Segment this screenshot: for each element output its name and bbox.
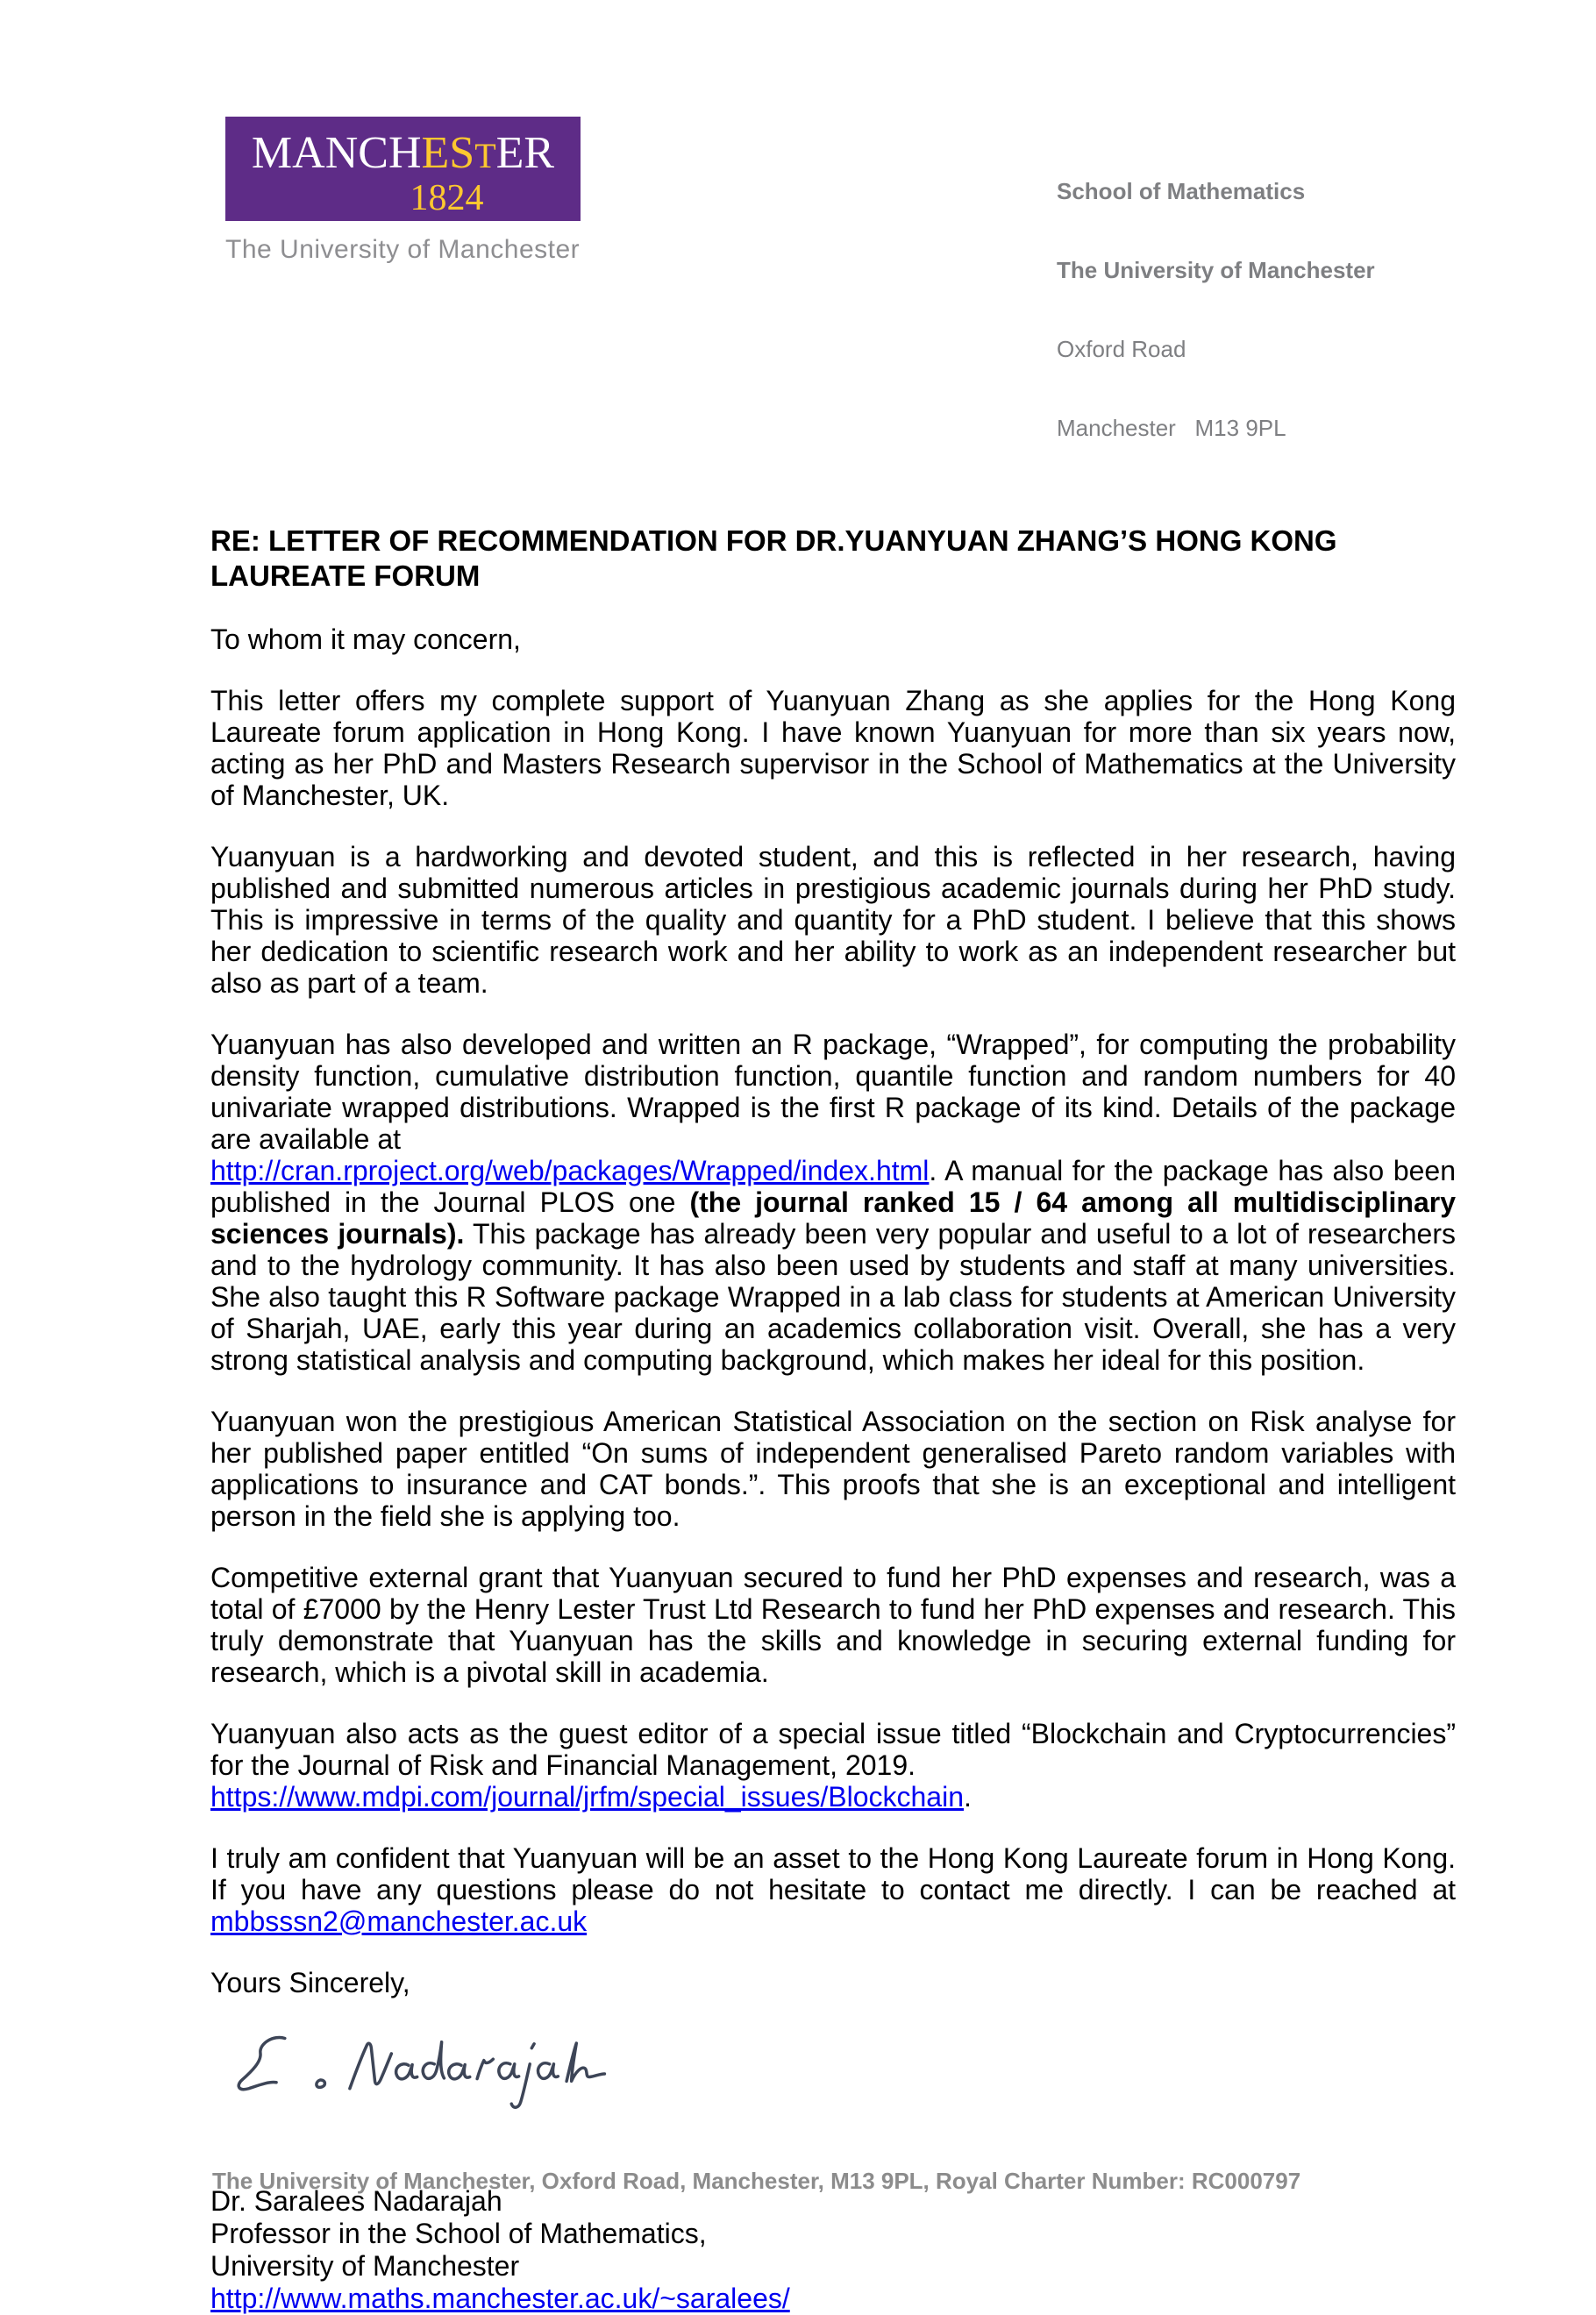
paragraph-text: I truly am confident that Yuanyuan will be an asset to the Hong Kong Laureate forum in Hong Kong. If you have any questions please do not hesitate to contact me directly. I can be reached at bbox=[210, 1842, 1456, 1905]
bold-text: (the journal ranked 15 / 64 among all multidisciplinary sciences journals). bbox=[210, 1186, 1457, 1250]
logo-year: 1824 bbox=[410, 178, 484, 218]
hyperlink[interactable]: mbbsssn2@manchester.ac.uk bbox=[210, 1905, 588, 1937]
letter-body bbox=[210, 0, 1456, 2315]
hyperlink[interactable]: https://www.mdpi.com/journal/jrfm/special_issues/Blockchain bbox=[210, 1781, 964, 1813]
address-city-postcode: Manchester M13 9PL bbox=[1057, 415, 1286, 441]
body-paragraph-7 bbox=[210, 1842, 1456, 1937]
sign-off: Yours Sincerely, bbox=[210, 1967, 410, 1998]
paragraph-text: Competitive external grant that Yuanyuan secured to fund her PhD expenses and research, was a total of £7000 by the Henry Lester Trust Ltd Research to fund her PhD expenses and research. This truly demonstrate that Yuanyuan has the skills and knowledge in securing external funding for research, which is a pivotal skill in academia. bbox=[210, 1562, 1456, 1688]
university-logo-block bbox=[225, 117, 581, 265]
body-paragraph-1 bbox=[210, 685, 1456, 811]
logo-tagline: The University of Manchester bbox=[225, 235, 581, 264]
personal-website-link[interactable]: http://www.maths.manchester.ac.uk/~saralees/ bbox=[210, 2283, 790, 2314]
signatory-name: Dr. Saralees Nadarajah bbox=[210, 2185, 502, 2217]
closing-block bbox=[210, 2185, 1456, 2315]
paragraph-text: Yuanyuan has also developed and written an R package, “Wrapped”, for computing the probability density function, cumulative distribution function, quantile function and random numbers for 40 univariate wrapped distributions. Wrapped is the first R package of its kind. Details of the package are available at bbox=[210, 1029, 1456, 1155]
address-university: The University of Manchester bbox=[1057, 257, 1375, 283]
address-street: Oxford Road bbox=[1057, 336, 1186, 362]
paragraph-text: . A manual for the package has also been published in the Journal PLOS one bbox=[210, 1155, 1456, 1218]
body-paragraph-5 bbox=[210, 1562, 1456, 1688]
body-paragraph-2 bbox=[210, 841, 1456, 999]
salutation: To whom it may concern, bbox=[210, 623, 521, 655]
university-logo bbox=[225, 117, 581, 221]
signatory-title: Professor in the School of Mathematics, bbox=[210, 2218, 707, 2249]
address-block bbox=[1057, 117, 1456, 494]
wordmark-t: T bbox=[474, 136, 496, 175]
subject-line: RE: LETTER OF RECOMMENDATION FOR DR.YUANYUAN ZHANG’S HONG KONG LAUREATE FORUM bbox=[210, 524, 1337, 592]
logo-wordmark bbox=[225, 128, 581, 179]
body-paragraph-3 bbox=[210, 1029, 1456, 1376]
wordmark-prefix: MANCH bbox=[251, 128, 422, 178]
paragraph-text: Yuanyuan is a hardworking and devoted student, and this is reflected in her research, having published and submitted numerous articles in prestigious academic journals during her PhD study. This is impressive in terms of the quality and quantity for a PhD student. I believe that this shows her dedication to scientific research work and her ability to work as an independent researcher but also as part of a team. bbox=[210, 841, 1456, 999]
paragraph-text: Yuanyuan also acts as the guest editor of a special issue titled “Blockchain and Cryptocurrencies” for the Journal of Risk and Financial Management, 2019. bbox=[210, 1718, 1456, 1781]
body-paragraph-6 bbox=[210, 1718, 1456, 1813]
signatory-affiliation: University of Manchester bbox=[210, 2250, 520, 2282]
wordmark-est: ES bbox=[421, 128, 475, 178]
address-school: School of Mathematics bbox=[1057, 178, 1306, 204]
paragraph-text: . bbox=[964, 1781, 972, 1813]
handwritten-signature bbox=[224, 2025, 609, 2117]
body-paragraph-4 bbox=[210, 1406, 1456, 1532]
footer-address: The University of Manchester, Oxford Road, Manchester, M13 9PL, Royal Charter Number: RC000797 bbox=[212, 2168, 1301, 2194]
paragraph-text: This letter offers my complete support of Yuanyuan Zhang as she applies for the Hong Kong Laureate forum application in Hong Kong. I have known Yuanyuan for more than six years now, acting as her PhD and Masters Research supervisor in the School of Mathematics at the University of Manchester, UK. bbox=[210, 685, 1456, 811]
wordmark-suffix: ER bbox=[495, 128, 555, 178]
hyperlink[interactable]: http://cran.rproject.org/web/packages/Wrapped/index.html bbox=[210, 1155, 930, 1186]
paragraph-text: This package has already been very popular and useful to a lot of researchers and to the hydrology community. It has also been used by students and staff at many universities. She also taught this R Software package Wrapped in a lab class for students at American University of Sharjah, UAE, early this year during an academics collaboration visit. Overall, she has a very strong statistical analysis and computing background, which makes her ideal for this position. bbox=[210, 1218, 1457, 1376]
paragraph-text: Yuanyuan won the prestigious American Statistical Association on the section on Risk analyse for her published paper entitled “On sums of independent generalised Pareto random variables with applications to insurance and CAT bonds.”. This proofs that she is an exceptional and intelligent person in the field she is applying too. bbox=[210, 1406, 1456, 1532]
letter-header bbox=[210, 0, 1456, 494]
